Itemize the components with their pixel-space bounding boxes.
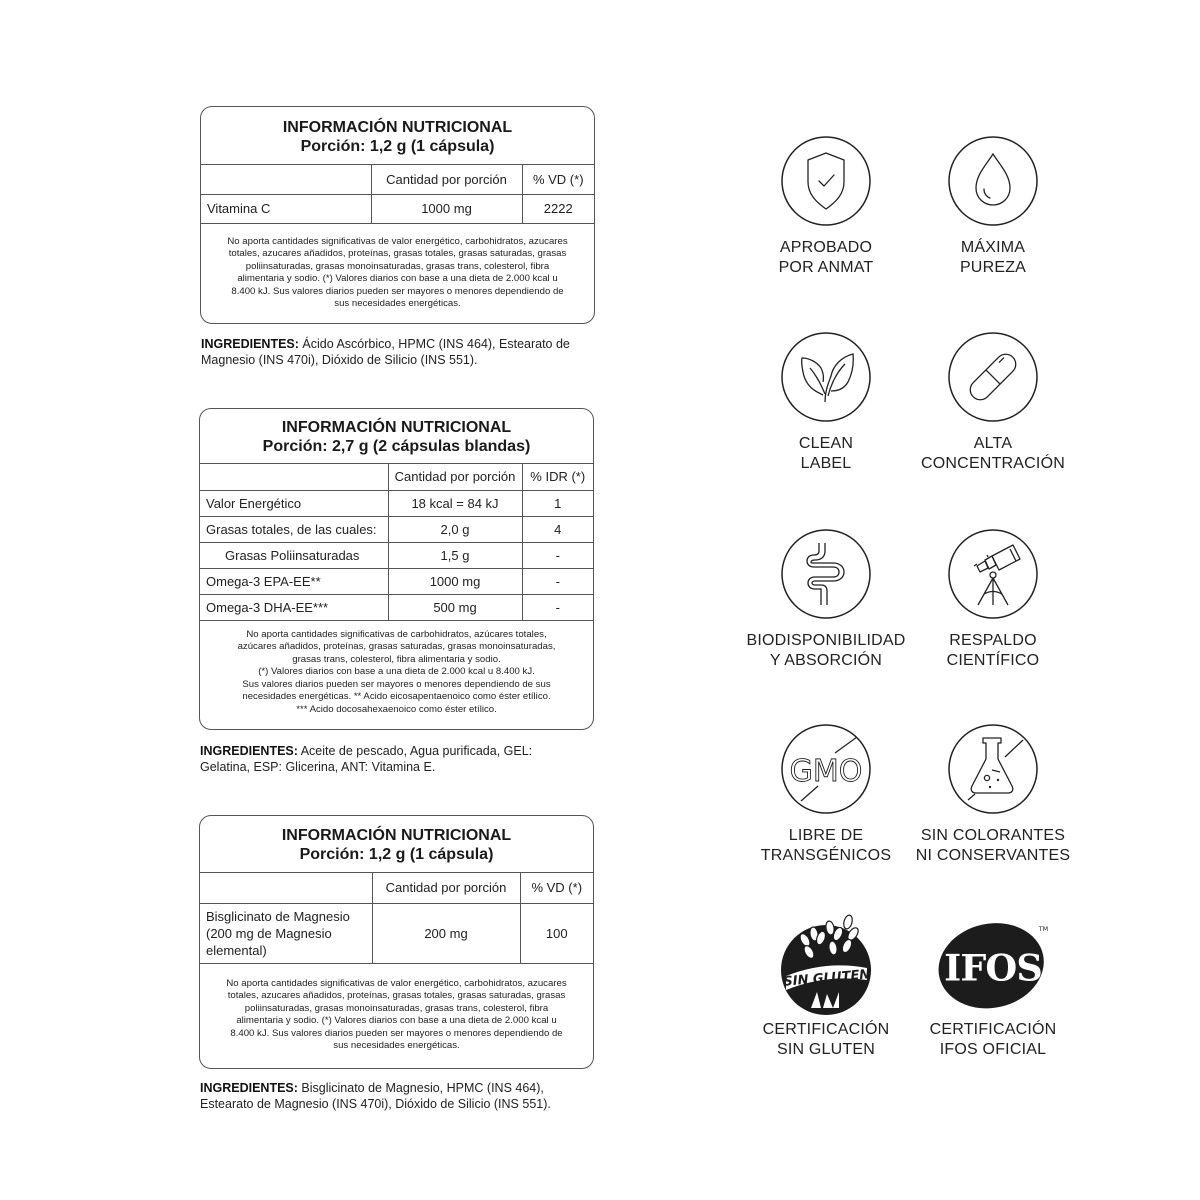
table-row bbox=[200, 568, 593, 594]
panel-header bbox=[200, 816, 593, 873]
header-cell-percent: % VD (*) bbox=[520, 873, 593, 903]
no-gmo-icon bbox=[781, 724, 871, 814]
panel-title: INFORMACIÓN NUTRICIONAL bbox=[282, 119, 513, 136]
footnote-line: azúcares añadidos, proteínas, grasas saturadas, grasas monoinsaturadas, bbox=[237, 641, 556, 653]
intestine-icon bbox=[781, 529, 871, 619]
badge-label-line: CONCENTRACIÓN bbox=[921, 455, 1065, 472]
ingredients-text: Bisglicinato de Magnesio, HPMC (INS 464), Estearato de Magnesio (INS 470i), Dióxido de Silicio (INS 551). bbox=[200, 1081, 551, 1111]
gmo-text: GMO bbox=[789, 754, 863, 789]
ingredients-magnesium bbox=[200, 1080, 590, 1112]
badge-label-line: CERTIFICACIÓN bbox=[762, 1021, 890, 1038]
panel-title: INFORMACIÓN NUTRICIONAL bbox=[281, 827, 512, 844]
table-row bbox=[200, 516, 593, 542]
trademark-text: TM bbox=[1038, 925, 1049, 933]
badge-label bbox=[741, 631, 911, 671]
header-cell-nutrient bbox=[200, 464, 388, 490]
badge-label-line: ALTA bbox=[973, 435, 1013, 452]
badge-ifos-certification bbox=[908, 908, 1078, 1060]
badge-label-line: NI CONSERVANTES bbox=[915, 847, 1071, 864]
nutrient-percent: - bbox=[522, 594, 593, 620]
nutrient-amount: 1000 mg bbox=[388, 568, 522, 594]
header-cell-percent: % IDR (*) bbox=[522, 464, 593, 490]
badge-label bbox=[741, 434, 911, 474]
nutrient-name: Grasas Poliinsaturadas bbox=[200, 542, 388, 568]
badge-label bbox=[908, 1020, 1078, 1060]
telescope-icon bbox=[948, 529, 1038, 619]
ingredients-text: Aceite de pescado, Agua purificada, GEL: Gelatina, ESP: Glicerina, ANT: Vitamina E. bbox=[200, 744, 533, 774]
nutrient-amount: 1,5 g bbox=[388, 542, 522, 568]
panel-header bbox=[200, 409, 593, 464]
badge-label bbox=[741, 826, 911, 866]
panel-portion: Porción: 1,2 g (1 cápsula) bbox=[299, 846, 494, 863]
badge-label bbox=[908, 434, 1078, 474]
badge-gluten-free-certification bbox=[741, 908, 911, 1060]
badge-bioavailability bbox=[741, 529, 911, 671]
badge-label-line: BIODISPONIBILIDAD bbox=[746, 632, 906, 649]
badge-label-line: SIN GLUTEN bbox=[776, 1041, 875, 1058]
footnote-line: Sus valores diarios pueden ser mayores o menores dependiendo de sus bbox=[242, 678, 551, 690]
panel-footnote: No aporta cantidades significativas de valor energético, carbohidratos, azucares totales, azucares añadidos, proteínas, grasas totales, grasas saturadas, grasas poliinsaturadas, grasas monoinsaturadas, grasas trans, colesterol, fibra alimentaria y sodio. (*) Valores diarios con base a una dieta de 2.000 kcal u 8.400 kJ. Sus valores diarios pueden ser mayores o menores dependiendo de sus necesidades energéticas. bbox=[227, 235, 568, 310]
nutrition-table bbox=[200, 873, 593, 964]
panel-header bbox=[201, 107, 594, 165]
panel-portion: Porción: 2,7 g (2 cápsulas blandas) bbox=[262, 438, 531, 455]
badge-label bbox=[908, 238, 1078, 278]
ingredients-label: INGREDIENTES: bbox=[201, 337, 299, 351]
badge-label-line: MÁXIMA bbox=[960, 239, 1026, 256]
badge-label-line: LIBRE DE bbox=[788, 827, 864, 844]
nutrition-panel-omega-3 bbox=[199, 408, 594, 730]
badge-label-line: IFOS OFICIAL bbox=[939, 1041, 1047, 1058]
ingredients-text: Ácido Ascórbico, HPMC (INS 464), Estearato de Magnesio (INS 470i), Dióxido de Silicio (INS 551). bbox=[201, 337, 570, 367]
badge-label-line: APROBADO bbox=[779, 239, 873, 256]
header-cell-nutrient bbox=[201, 165, 371, 194]
table-header-row bbox=[201, 165, 594, 194]
footnote-line: grasas trans, colesterol, fibra alimentaria y sodio. bbox=[292, 653, 501, 665]
badge-label-line: PUREZA bbox=[959, 259, 1027, 276]
badge-label-line: POR ANMAT bbox=[778, 259, 874, 276]
header-cell-nutrient bbox=[200, 873, 372, 903]
capsule-icon bbox=[948, 332, 1038, 422]
panel-footnote bbox=[200, 629, 593, 717]
nutrient-percent: 1 bbox=[522, 490, 593, 516]
header-cell-percent: % VD (*) bbox=[522, 165, 594, 194]
shield-check-icon bbox=[781, 136, 871, 226]
nutrition-table bbox=[200, 464, 593, 621]
nutrition-panel-vitamin-c bbox=[200, 106, 595, 324]
nutrient-name: Vitamina C bbox=[201, 194, 371, 223]
badge-scientific-backing bbox=[908, 529, 1078, 671]
header-cell-amount: Cantidad por porción bbox=[371, 165, 522, 194]
ingredients-vitamin-c bbox=[201, 336, 601, 368]
badge-label-line: SIN COLORANTES bbox=[920, 827, 1066, 844]
nutrient-amount: 18 kcal = 84 kJ bbox=[388, 490, 522, 516]
badge-label-line: Y ABSORCIÓN bbox=[769, 652, 883, 669]
nutrient-percent: - bbox=[522, 542, 593, 568]
footnote-line: (*) Valores diarios con base a una dieta de 2.000 kcal u 8.400 kJ. bbox=[258, 666, 535, 678]
table-header-row bbox=[200, 464, 593, 490]
badge-label bbox=[741, 1020, 911, 1060]
nutrient-percent: 100 bbox=[520, 903, 593, 963]
nutrient-percent: - bbox=[522, 568, 593, 594]
badge-label-line: CERTIFICACIÓN bbox=[929, 1021, 1057, 1038]
nutrient-amount: 2,0 g bbox=[388, 516, 522, 542]
nutrient-name: Bisglicinato de Magnesio (200 mg de Magnesio elemental) bbox=[200, 903, 372, 963]
ingredients-label: INGREDIENTES: bbox=[200, 1081, 298, 1095]
panel-footnote: No aporta cantidades significativas de valor energético, carbohidratos, azucares totales, azucares añadidos, proteínas, grasas totales, grasas saturadas, grasas poliinsaturadas, grasas monoinsaturadas, grasas trans, colesterol, fibra alimentaria y sodio. (*) Valores diarios con base a una dieta de 2.000 kcal u 8.400 kJ. Sus valores diarios pueden ser mayores o menores dependiendo de sus necesidades energéticas. bbox=[226, 977, 567, 1052]
no-flask-icon bbox=[948, 724, 1038, 814]
badge-label-line: CIENTÍFICO bbox=[946, 652, 1040, 669]
badge-no-colorants bbox=[908, 724, 1078, 866]
table-row bbox=[200, 490, 593, 516]
gluten-free-seal-icon bbox=[781, 908, 871, 1018]
nutrient-amount: 500 mg bbox=[388, 594, 522, 620]
water-drop-icon bbox=[948, 136, 1038, 226]
badge-label-line: LABEL bbox=[800, 455, 852, 472]
footnote-line: No aporta cantidades significativas de carbohidratos, azúcares totales, bbox=[246, 628, 547, 640]
ifos-text: IFOS bbox=[944, 946, 1042, 990]
table-row bbox=[201, 194, 594, 223]
ingredients-label: INGREDIENTES: bbox=[200, 744, 298, 758]
badge-label bbox=[908, 826, 1078, 866]
panel-portion: Porción: 1,2 g (1 cápsula) bbox=[300, 138, 495, 155]
badge-max-purity bbox=[908, 136, 1078, 278]
badge-label-line: CLEAN bbox=[798, 435, 854, 452]
badge-label bbox=[741, 238, 911, 278]
header-cell-amount: Cantidad por porción bbox=[388, 464, 522, 490]
nutrition-panel-magnesium bbox=[199, 815, 594, 1069]
ingredients-omega-3 bbox=[200, 743, 540, 775]
gluten-seal-text: SIN GLUTEN bbox=[782, 967, 871, 990]
nutrient-amount: 1000 mg bbox=[371, 194, 522, 223]
header-cell-amount: Cantidad por porción bbox=[372, 873, 520, 903]
badge-anmat bbox=[741, 136, 911, 278]
nutrient-name: Omega-3 DHA-EE*** bbox=[200, 594, 388, 620]
table-row bbox=[200, 903, 593, 963]
leaves-icon bbox=[781, 332, 871, 422]
footnote-line: *** Acido docosahexaenoico como éster etílico. bbox=[296, 704, 497, 716]
table-header-row bbox=[200, 873, 593, 903]
table-row bbox=[200, 594, 593, 620]
nutrition-table bbox=[201, 165, 594, 224]
ifos-logo-icon bbox=[929, 908, 1057, 1018]
nutrient-name: Grasas totales, de las cuales: bbox=[200, 516, 388, 542]
badge-label-line: RESPALDO bbox=[949, 632, 1037, 649]
panel-title: INFORMACIÓN NUTRICIONAL bbox=[281, 419, 512, 436]
badge-clean-label bbox=[741, 332, 911, 474]
badge-high-concentration bbox=[908, 332, 1078, 474]
badge-gmo-free bbox=[741, 724, 911, 866]
nutrient-percent: 2222 bbox=[522, 194, 594, 223]
nutrient-amount: 200 mg bbox=[372, 903, 520, 963]
table-row bbox=[200, 542, 593, 568]
badge-label-line: TRANSGÉNICOS bbox=[760, 847, 892, 864]
footnote-line: necesidades energéticas. ** Acido eicosapentaenoico como éster etílico. bbox=[242, 691, 551, 703]
nutrient-name: Valor Energético bbox=[200, 490, 388, 516]
nutrient-name: Omega-3 EPA-EE** bbox=[200, 568, 388, 594]
badge-label bbox=[908, 631, 1078, 671]
nutrient-percent: 4 bbox=[522, 516, 593, 542]
